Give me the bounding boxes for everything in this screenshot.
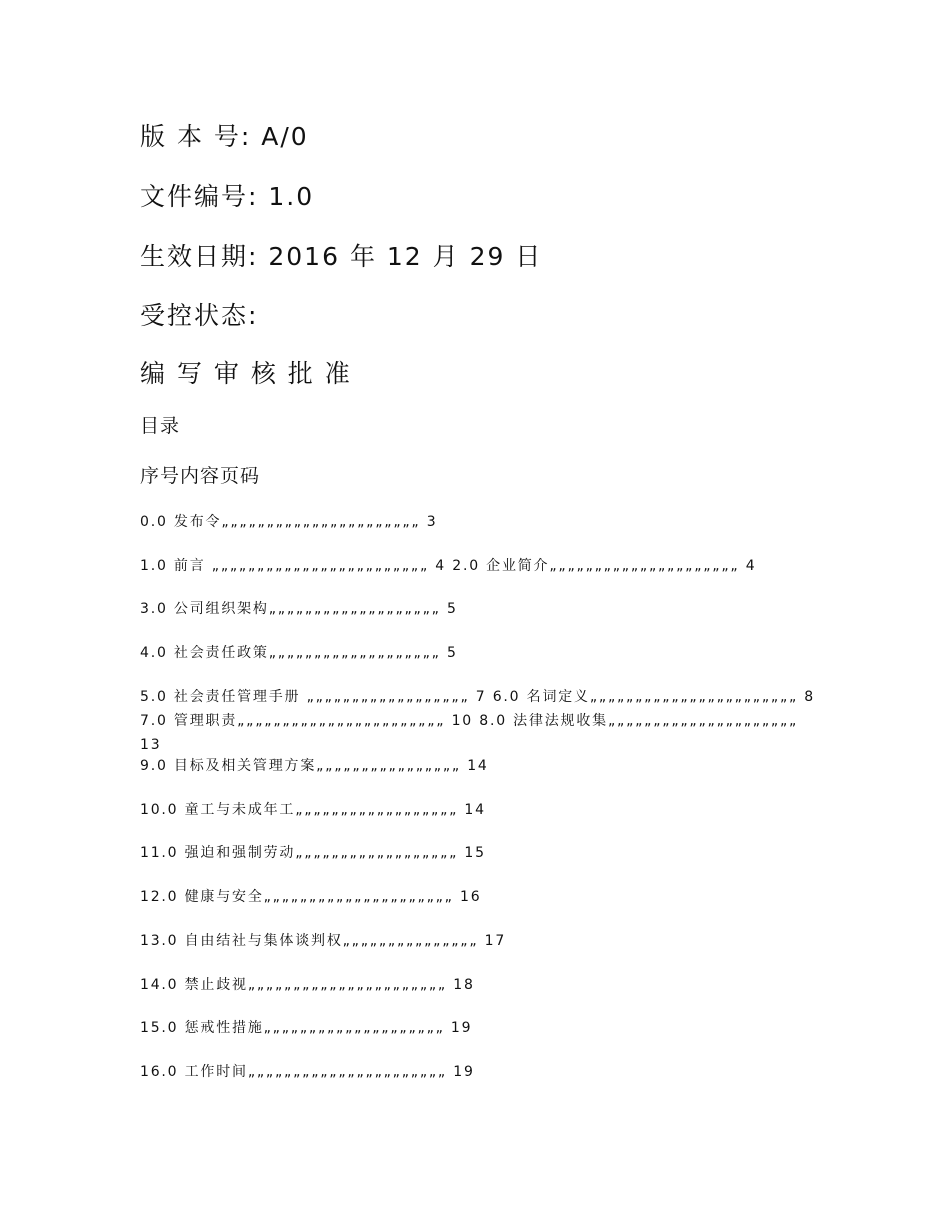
toc-entry: 1.0 前言 „„„„„„„„„„„„„„„„„„„„„„„„ 4 2.0 企业简介„„„„„„„„„„„„„„„„„„„„„ 4 (140, 558, 757, 574)
doc-number-line: 文件编号: 1.0 (140, 182, 315, 211)
toc-entry: 4.0 社会责任政策„„„„„„„„„„„„„„„„„„„ 5 (140, 645, 458, 661)
toc-entry: 14.0 禁止歧视„„„„„„„„„„„„„„„„„„„„„„ 18 (140, 977, 475, 993)
toc-entry: 12.0 健康与安全„„„„„„„„„„„„„„„„„„„„„ 16 (140, 889, 482, 905)
toc-entry: 5.0 社会责任管理手册 „„„„„„„„„„„„„„„„„„ 7 6.0 名词定义„„„„„„„„„„„„„„„„„„„„„„„ 8 7.0 管理职责„„„„„„„„„„„„„„„„„„„„„„„ 10 8.0 法律法规收集„„„„„„„„„„„„„„„„„„„„„ 13 (140, 689, 816, 753)
toc-entry: 11.0 强迫和强制劳动„„„„„„„„„„„„„„„„„„ 15 (140, 845, 486, 861)
toc-entry: 0.0 发布令„„„„„„„„„„„„„„„„„„„„„„ 3 (140, 514, 438, 530)
toc-columns-header: 序号内容页码 (140, 465, 261, 487)
toc-entry: 10.0 童工与未成年工„„„„„„„„„„„„„„„„„„ 14 (140, 802, 486, 818)
version-line: 版 本 号: A/0 (140, 122, 309, 151)
toc-entry: 9.0 目标及相关管理方案„„„„„„„„„„„„„„„„ 14 (140, 758, 489, 774)
toc-entry: 15.0 惩戒性措施„„„„„„„„„„„„„„„„„„„„ 19 (140, 1020, 473, 1036)
toc-entry: 3.0 公司组织架构„„„„„„„„„„„„„„„„„„„ 5 (140, 601, 458, 617)
toc-entry: 13.0 自由结社与集体谈判权„„„„„„„„„„„„„„„ 17 (140, 933, 507, 949)
toc-entry: 16.0 工作时间„„„„„„„„„„„„„„„„„„„„„„ 19 (140, 1064, 475, 1080)
effective-date-line: 生效日期: 2016 年 12 月 29 日 (140, 242, 543, 271)
control-status-line: 受控状态: (140, 301, 259, 330)
toc-title: 目录 (140, 415, 181, 437)
sign-off-line: 编 写 审 核 批 准 (140, 359, 352, 388)
